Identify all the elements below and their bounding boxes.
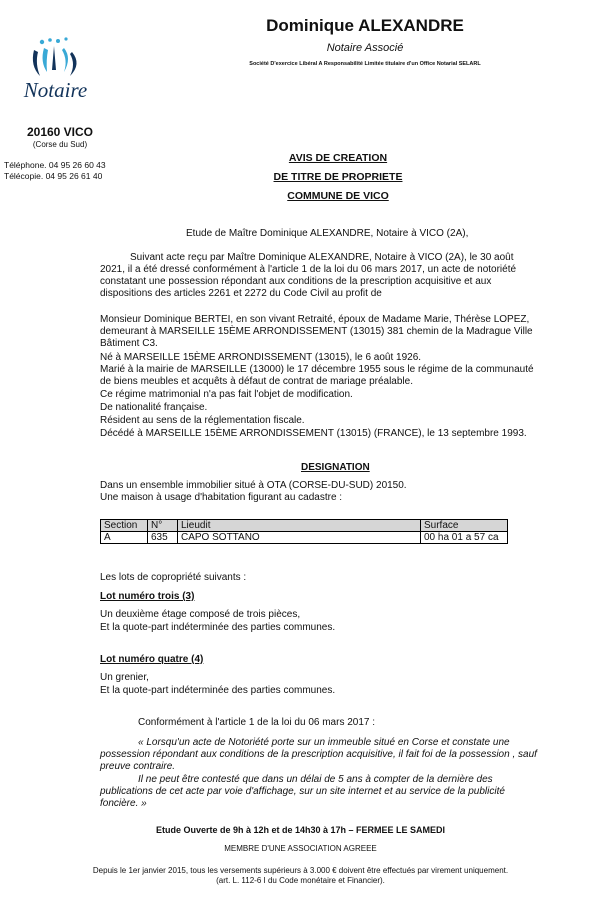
notice-title-line: DE TITRE DE PROPRIETE (273, 171, 403, 183)
office-fax: Télécopie. 04 95 26 61 40 (4, 171, 103, 181)
person-line: Bâtiment C3. (100, 338, 158, 349)
table-header-row (101, 520, 508, 532)
person-line: Résident au sens de la réglementation fiscale. (100, 415, 305, 426)
quote-line: publications de cet acte par voie d'affichage, sur un site internet et au service de la publicité (100, 786, 505, 797)
table-header-cell: N° (148, 520, 178, 532)
person-line: demeurant à MARSEILLE 15ÈME ARRONDISSEMENT (13015) 381 chemin de la Madrague Ville (100, 326, 533, 337)
person-line: Décédé à MARSEILLE 15ÈME ARRONDISSEMENT (13015) (FRANCE), le 13 septembre 1993. (100, 428, 527, 439)
lot-line: Un grenier, (100, 672, 149, 683)
person-line: De nationalité française. (100, 402, 208, 413)
office-city: 20160 VICO (26, 125, 94, 139)
table-cell: 00 ha 01 a 57 ca (421, 532, 508, 544)
table-cell: CAPO SOTTANO (178, 532, 421, 544)
office-region: (Corse du Sud) (32, 140, 88, 149)
designation-line: Dans un ensemble immobilier situé à OTA (CORSE-DU-SUD) 20150. (100, 480, 407, 491)
lot-title: Lot numéro quatre (4) (100, 654, 204, 665)
person-line: Né à MARSEILLE 15ÈME ARRONDISSEMENT (13015), le 6 août 1926. (100, 352, 422, 363)
quote-line: « Lorsqu'un acte de Notoriété porte sur un immeuble situé en Corse et constate une (138, 737, 510, 748)
table-header-cell: Section (101, 520, 148, 532)
table-row (101, 532, 508, 544)
lot-line: Et la quote-part indéterminée des parties communes. (100, 685, 336, 696)
acte-line: dispositions des articles 2261 et 2272 du Code Civil au profit de (100, 288, 382, 299)
office-phone: Téléphone. 04 95 26 60 43 (4, 160, 106, 170)
designation-line: Une maison à usage d'habitation figurant au cadastre : (100, 492, 343, 503)
person-line: Monsieur Dominique BERTEI, en son vivant Retraité, époux de Madame Marie, Thérèse LOPEZ, (100, 314, 530, 325)
logo-wordmark: Notaire (23, 78, 88, 102)
conformement-line: Conformément à l'article 1 de la loi du 06 mars 2017 : (138, 717, 376, 728)
table-cell: 635 (148, 532, 178, 544)
table-cell: A (101, 532, 148, 544)
etude-line: Etude de Maître Dominique ALEXANDRE, Notaire à VICO (2A), (186, 228, 469, 239)
table-header-cell: Lieudit (178, 520, 421, 532)
office-hours: Etude Ouverte de 9h à 12h et de 14h30 à 17h – FERMEE LE SAMEDI (155, 825, 446, 835)
quote-line: possession répondant aux conditions de la prescription acquisitive, il fait foi de la possession , sauf (100, 749, 537, 760)
quote-line: preuve contraire. (100, 761, 176, 772)
lot-title: Lot numéro trois (3) (100, 591, 195, 602)
notary-title: Notaire Associé (326, 42, 404, 54)
acte-line: 2021, il a été dressé conformément à l'article 1 de la loi du 06 mars 2017, un acte de notoriété (100, 264, 517, 275)
notice-title-line: AVIS DE CREATION (288, 152, 388, 164)
acte-line: constatant une possession répondant aux conditions de la prescription acquisitive et aux (100, 276, 492, 287)
lots-intro: Les lots de copropriété suivants : (100, 572, 247, 583)
lot-line: Et la quote-part indéterminée des parties communes. (100, 622, 336, 633)
notary-company: Société D'exercice Libéral A Responsabilité Limitée titulaire d'un Office Notarial SELARL (249, 61, 481, 67)
notice-title-line: COMMUNE DE VICO (287, 190, 389, 202)
person-line: Ce régime matrimonial n'a pas fait l'objet de modification. (100, 389, 353, 400)
notary-name: Dominique ALEXANDRE (266, 16, 464, 35)
acte-line: Suivant acte reçu par Maître Dominique ALEXANDRE, Notaire à VICO (2A), le 30 août (130, 252, 514, 263)
quote-line: Il ne peut être contesté que dans un délai de 5 ans à compter de la dernière des (138, 774, 493, 785)
quote-line: foncière. » (100, 798, 147, 809)
payment-notice: Depuis le 1er janvier 2015, tous les versements supérieurs à 3.000 € doivent être effectués par virement uniquement. (92, 866, 509, 875)
designation-heading: DESIGNATION (301, 462, 370, 473)
person-line: de biens meubles et acquêts à défaut de contrat de mariage préalable. (100, 376, 413, 387)
cadastre-table (100, 519, 508, 544)
table-header-cell: Surface (421, 520, 508, 532)
payment-notice-ref: (art. L. 112-6 I du Code monétaire et Financier). (216, 876, 385, 885)
person-line: Marié à la mairie de MARSEILLE (13000) le 17 décembre 1955 sous le régime de la communauté (100, 364, 534, 375)
membre-line: MEMBRE D'UNE ASSOCIATION AGREEE (224, 844, 377, 853)
lot-line: Un deuxième étage composé de trois pièces, (100, 609, 301, 620)
